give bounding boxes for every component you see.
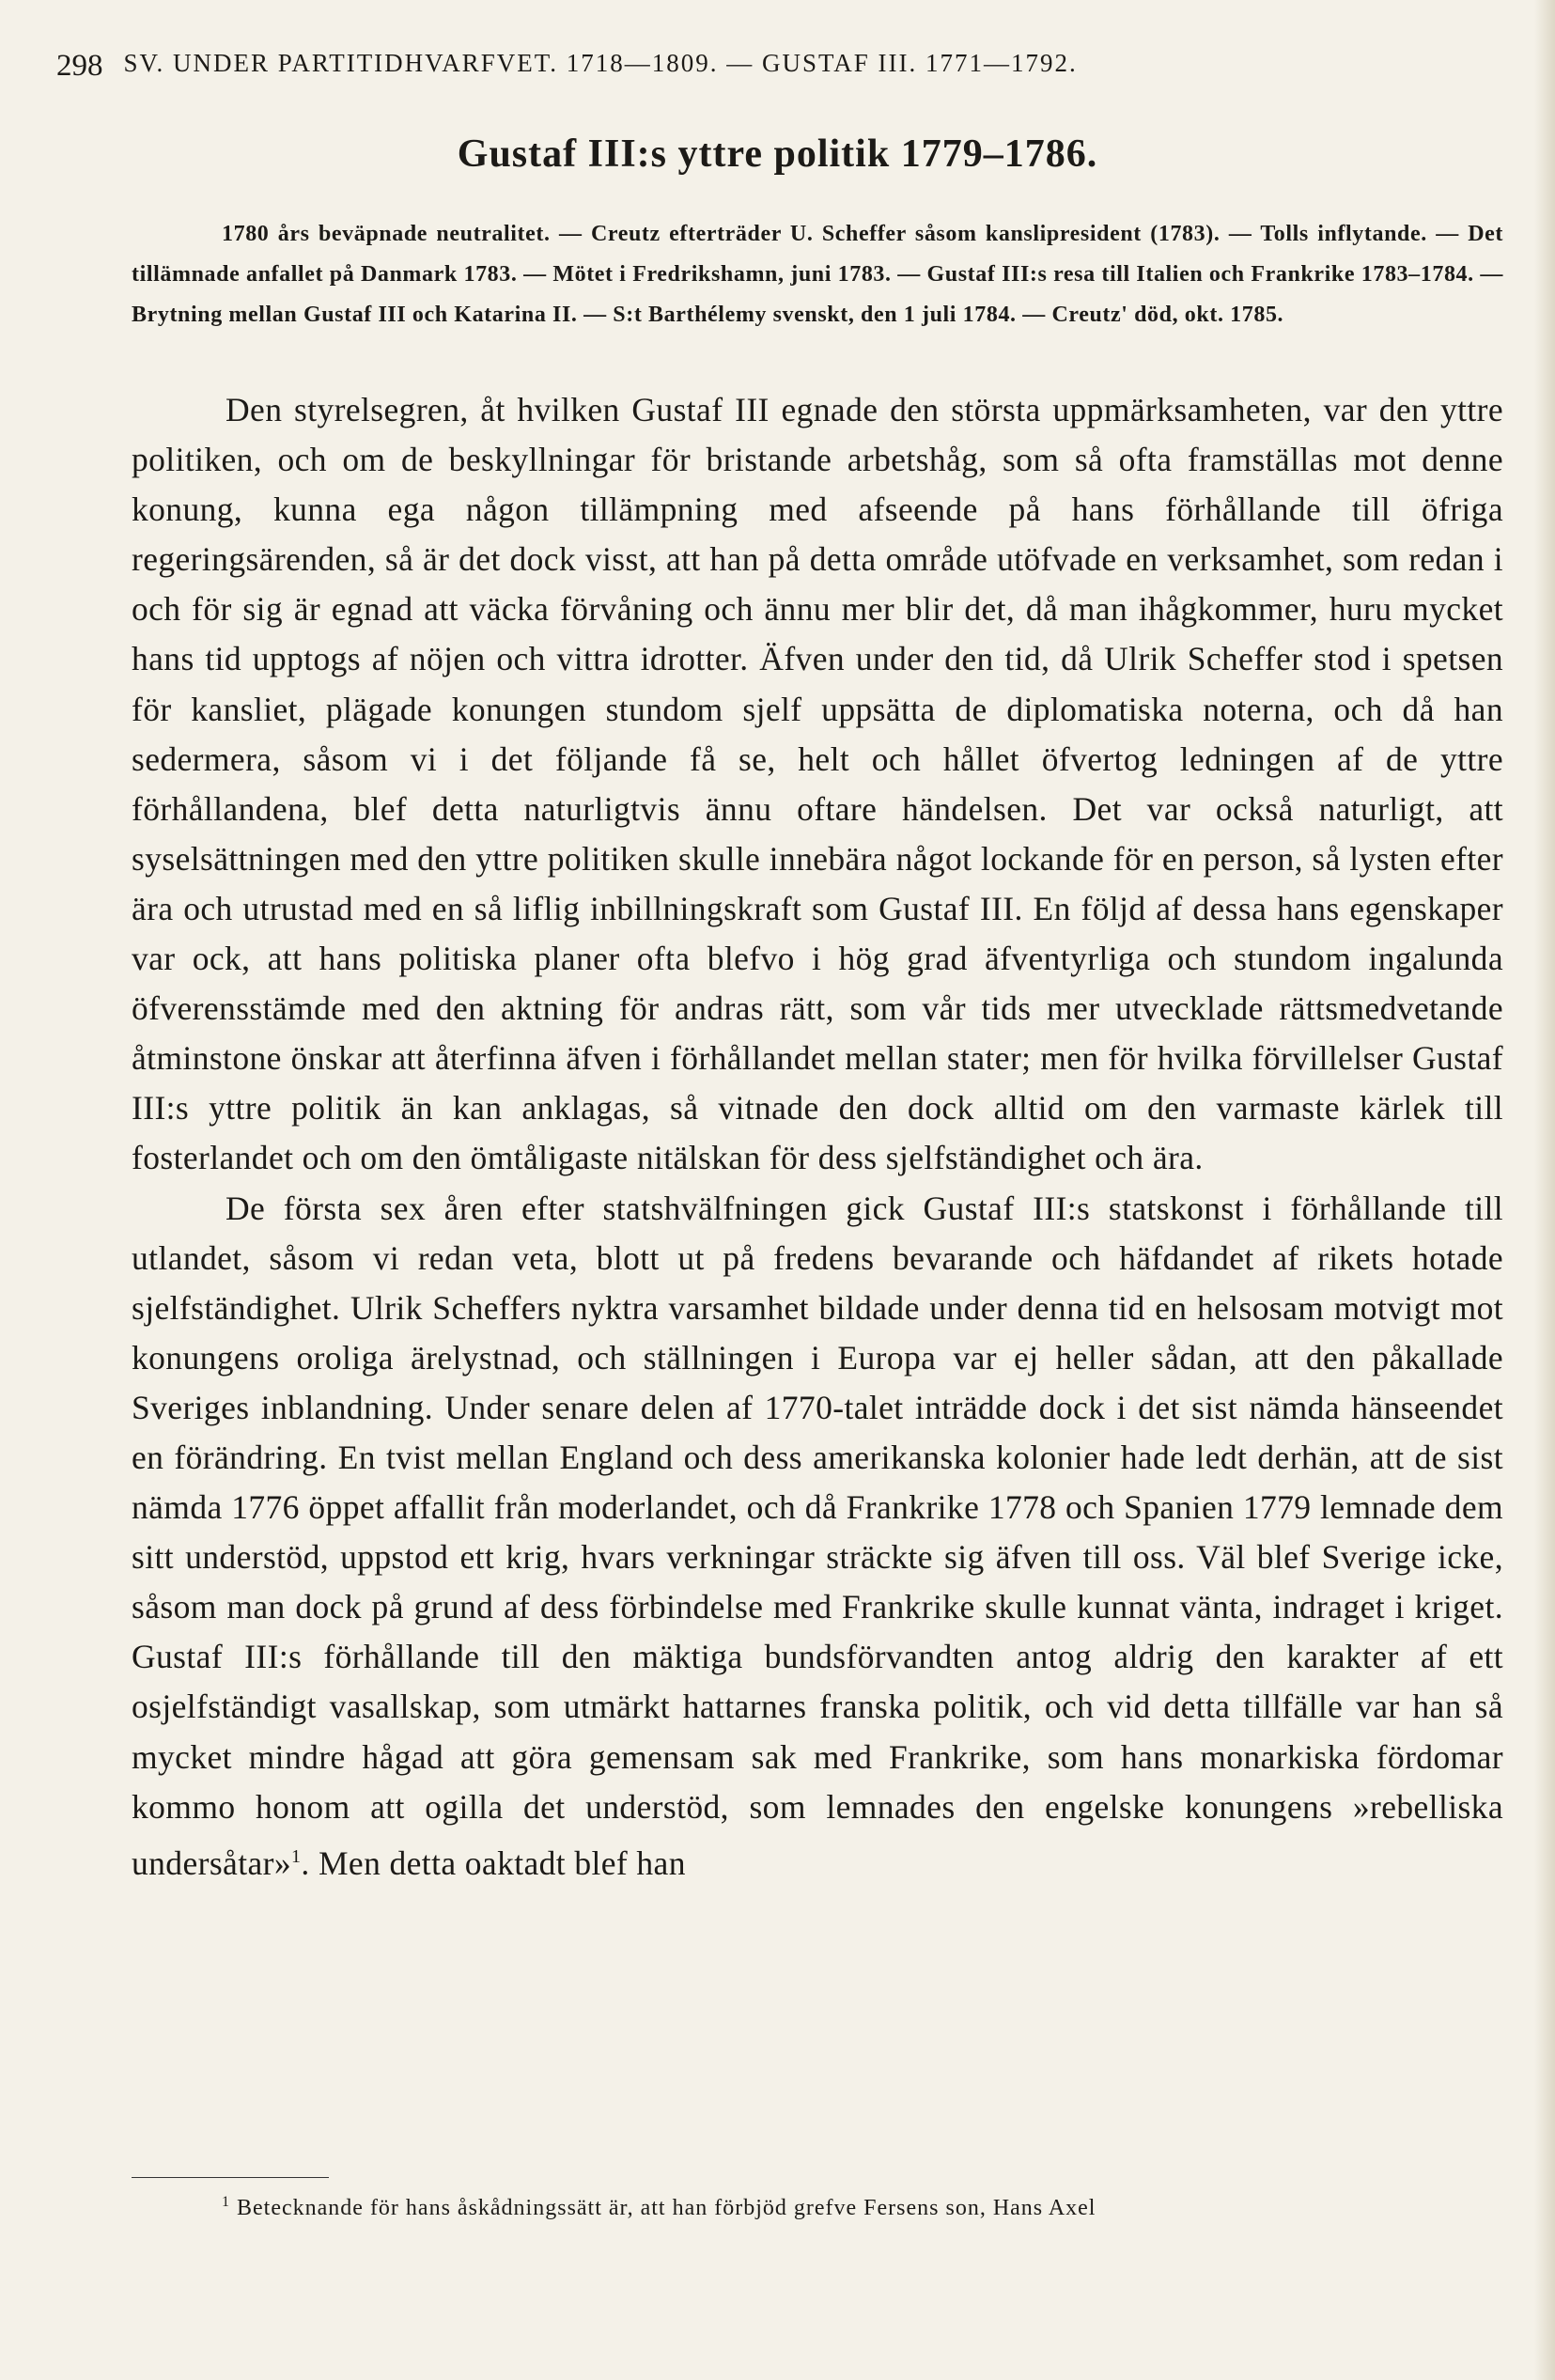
- section-summary: 1780 års beväpnade neutralitet. — Creutz efterträder U. Scheffer såsom kanslipresident (1783). — Tolls inflytande. — Det tillämnade anfallet på Danmark 1783. — Mötet i Fredrikshamn, juni 1783. — Gustaf III:s resa till Italien och Frankrike 1783–1784. — Brytning mellan Gustaf III och Katarina II. — S:t Barthélemy svenskt, den 1 juli 1784. — Creutz' död, okt. 1785.: [132, 222, 1503, 327]
- page-edge-shadow: [1534, 0, 1555, 2380]
- footnote-marker: 1: [222, 2194, 230, 2210]
- footnote-text: Betecknande för hans åskådningssätt är, att han förbjöd grefve Fersens son, Hans Axel: [237, 2196, 1096, 2220]
- running-header: [56, 49, 1522, 84]
- paragraph-text: De första sex åren efter statshvälfningen gick Gustaf III:s statskonst i förhållande till utlandet, såsom vi redan veta, blott ut på fredens bevarande och häfdandet af rikets hotade sjelfständighet. Ulrik Scheffers nyktra varsamhet bildade under denna tid en helsosam motvigt mot konungens oroliga ärelystnad, och ställningen i Europa var ej heller sådan, att den påkallade Sveriges inblandning. Under senare delen af 1770-talet inträdde dock i det sist nämda hänseendet en förändring. En tvist mellan England och dess amerikanska kolonier hade ledt derhän, att de sist nämda 1776 öppet affallit från moderlandet, och då Frankrike 1778 och Spanien 1779 lemnade dem sitt understöd, uppstod ett krig, hvars verkningar sträckte sig äfven till oss. Väl blef Sverige icke, såsom man dock på grund af dess förbindelse med Frankrike skulle kunnat vänta, indraget i kriget. Gustaf III:s förhållande till den mäktiga bundsförvandten antog aldrig den karakter af ett osjelfständigt vasallskap, som utmärkt hattarnes franska politik, och vid detta tillfälle var han så mycket mindre hågad att göra gemensam sak med Frankrike, som hans monarkiska fördomar kommo honom att ogilla det understöd, som lemnades den engelske konungens »rebelliska undersåtar»: [132, 1189, 1503, 1882]
- footnote-reference: 1: [291, 1845, 302, 1867]
- paragraph: Den styrelsegren, åt hvilken Gustaf III egnade den största uppmärksamheten, var den yttre politiken, och om de beskyllningar för bristande arbetshåg, som så ofta framställas mot denne konung, kunna ega någon tillämpning med afseende på hans förhållande till öfriga regeringsärenden, så är det dock visst, att han på detta område utöfvade en verksamhet, som redan i och för sig är egnad att väcka förvåning och ännu mer blir det, då man ihågkommer, huru mycket hans tid upptogs af nöjen och vittra idrotter. Äfven under den tid, då Ulrik Scheffer stod i spetsen för kansliet, plägade konungen stundom sjelf uppsätta de diplomatiska noterna, och då han sedermera, såsom vi i det följande få se, helt och hållet öfvertog ledningen af de yttre förhållandena, blef detta naturligtvis ännu oftare händelsen. Det var också naturligt, att syselsättningen med den yttre politiken skulle innebära något lockande för en person, så lysten efter ära och utrustad med en så liflig inbillningskraft som Gustaf III. En följd af dessa hans egenskaper var ock, att hans politiska planer ofta blefvo i hög grad äfventyrliga och stundom ingalunda öfverensstämde med den aktning för andras rätt, som vår tids mer utvecklade rättsmedvetande åtminstone önskar att återfinna äfven i förhållandet mellan stater; men för hvilka förvillelser Gustaf III:s yttre politik än kan anklagas, så vitnade den dock alltid om den varmaste kärlek till fosterlandet och om den ömtåligaste nitälskan för dess sjelfständighet och ära.: [132, 391, 1503, 1177]
- section-title: Gustaf III:s yttre politik 1779–1786.: [457, 132, 1098, 176]
- paragraph-text-tail: . Men detta oaktadt blef han: [301, 1843, 686, 1882]
- footnote: [132, 2194, 1503, 2221]
- paragraph: [132, 1184, 1503, 1889]
- body-text: [132, 385, 1503, 1889]
- running-title: SV. UNDER PARTITIDHVARFVET. 1718—1809. — GUSTAF III. 1771—1792.: [123, 49, 1078, 77]
- page-number: 298: [56, 49, 103, 83]
- footnote-divider: [132, 2177, 329, 2178]
